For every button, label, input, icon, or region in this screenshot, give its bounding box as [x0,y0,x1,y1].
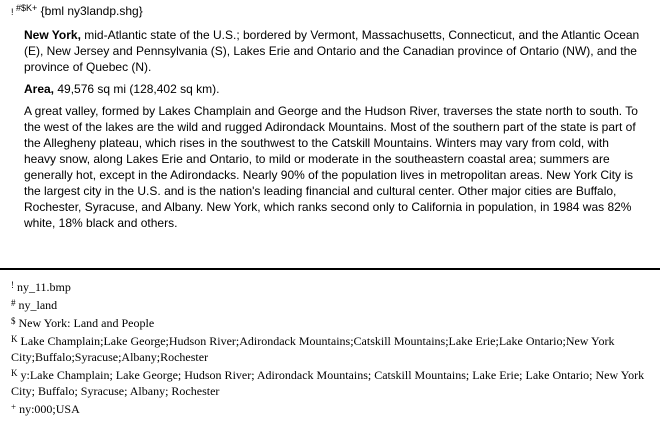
footnote-text: ny_11.bmp [14,280,71,294]
ny-paragraph [24,27,642,75]
footnote-title [11,315,651,331]
body-paragraph: A great valley, formed by Lakes Champlain and George and the Hudson River, traverses the state north to south. To the west of the lakes are the wild and rugged Adirondack Mountains. Most of the southern part of the state is part of the Allegheny plateau, which rises in the southwest to the Catskill Mountains. Winters may vary from cold, with heavy snow, along Lakes Erie and Ontario, to mild or moderate in the southeastern coastal area; summers are generally hot, except in the Adirondacks. Nearly 90% of the population lives in metropolitan areas. New York City is the largest city in the U.S. and is the nation's leading financial and cultural center. Other major cities are Buffalo, Rochester, Syracuse, and Albany. New York, which ranks second only to California in population, in 1984 was 82% white, 18% black and others. [24,104,638,230]
footnote-text: ny:000;USA [16,402,80,416]
footnotes-pane [11,279,651,419]
footnote-mark: K [11,368,18,378]
footnote-text: New York: Land and People [15,316,155,330]
area-paragraph [24,81,642,97]
bml-code: {bml ny3landp.shg} [40,4,143,18]
footnote-keywords-alt [11,367,651,399]
footnote-context-id [11,297,651,313]
footnote-keywords [11,333,651,365]
footnote-divider [0,268,660,270]
footnote-codes: #$K+ [16,3,38,13]
area-value: 49,576 sq mi (128,402 sq km). [54,82,220,96]
bang-mark: ! [11,7,17,17]
footnote-text: Lake Champlain;Lake George;Hudson River;Adirondack Mountains;Catskill Mountains;Lake Erie;Lake Ontario;New York City;Buffalo;Syracuse;Albany;Rochester [11,334,615,364]
footnote-codes-line [11,4,143,18]
footnote-text: ny_land [15,298,58,312]
footnote-mark: K [11,334,18,344]
footnote-mark: $ [11,316,16,326]
footnote-mark: # [11,298,16,308]
ny-description: mid-Atlantic state of the U.S.; bordered by Vermont, Massachusetts, Connecticut, and the Atlantic Ocean (E), New Jersey and Pennsylvania (S), Lakes Erie and Ontario and the Canadian province of Ontario (NW), and the province of Quebec (N). [24,28,640,74]
footnote-bitmap [11,279,651,295]
footnote-text: y:Lake Champlain; Lake George; Hudson River; Adirondack Mountains; Catskill Mountains; Lake Erie; Lake Ontario; New York City; Buffalo; Syracuse; Albany; Rochester [11,368,645,398]
footnote-browse-sequence [11,401,651,417]
footnote-mark: + [11,402,17,412]
area-term: Area, [24,82,55,96]
ny-term: New York, [24,28,81,42]
footnote-mark: ! [11,280,14,290]
